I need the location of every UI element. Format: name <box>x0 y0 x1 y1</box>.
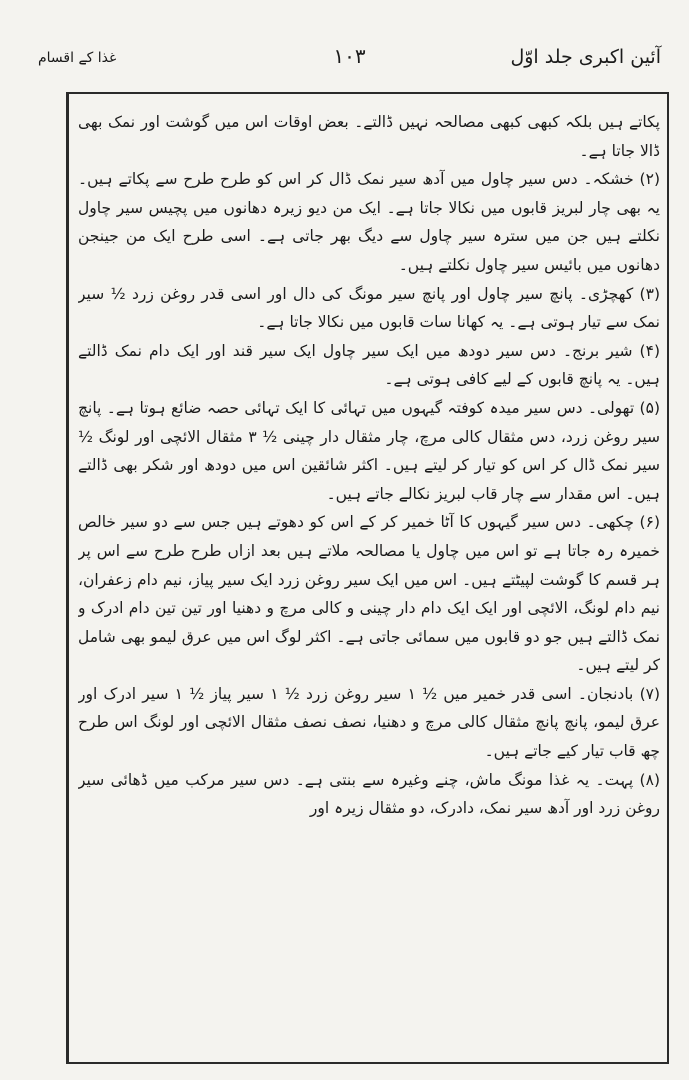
body-text <box>78 108 660 1058</box>
page-header <box>38 38 661 78</box>
paragraph-chikhi: (۶) چکھی۔ دس سیر گیہوں کا آٹا خمیر کر کے اس کو دھوتے ہیں جس سے دو سیر خالص خمیرہ رہ جاتا ہے تو اس میں چاول یا مصالحہ ملاتے ہیں بعد ازاں طرح طرح سے اس پر ہر قسم کا گوشت لپیٹتے ہیں۔ اس میں ایک سیر روغن زرد ایک سیر پیاز، نیم دام زعفران، نیم دام لونگ، الائچی اور ایک ایک دام دار چینی و کالی مرچ و دھنیا اور تین تین دام ادرک و نمک ڈالتے ہیں جو دو قابوں میں سمائی جاتی ہے۔ اکثر لوگ اس میں عرق لیمو بھی شامل کر لیتے ہیں۔ <box>78 513 660 675</box>
paragraph-badinjan: (۷) بادنجان۔ اسی قدر خمیر میں ½ ۱ سیر روغن زرد ½ ۱ سیر پیاز ½ ۱ سیر ادرک اور عرق لیمو، پانچ پانچ مثقال کالی مرچ و دھنیا، نصف نصف مثقال الائچی اور لونگ اس طرح چھ قاب تیار کیے جاتے ہیں۔ <box>78 684 660 761</box>
paragraph-intro: پکاتے ہیں بلکہ کبھی کبھی مصالحہ نہیں ڈالتے۔ بعض اوقات اس میں گوشت اور نمک بھی ڈالا جاتا ہے۔ <box>78 113 660 160</box>
paragraph-shir-birinj: (۴) شیر برنج۔ دس سیر دودھ میں ایک سیر چاول ایک سیر قند اور ایک دام نمک ڈالتے ہیں۔ یہ پانچ قابوں کے لیے کافی ہوتی ہے۔ <box>78 341 660 389</box>
paragraph-thuli: (۵) تھولی۔ دس سیر میدہ کوفتہ گیہوں میں تہائی کا ایک تہائی حصہ ضائع ہوتا ہے۔ پانچ سیر روغن زرد، دس مثقال کالی مرچ، چار مثقال دار چینی ½ ۳ مثقال الائچی اور لونگ ½ سیر نمک ڈال کر اس کو تیار کر لیتے ہیں۔ اکثر شائقین اس میں دودھ اور شکر بھی ڈالتے ہیں۔ اس مقدار سے چار قاب لبریز نکالے جاتے ہیں۔ <box>78 398 660 503</box>
paragraph-khushka: (۲) خشکہ۔ دس سیر چاول میں آدھ سیر نمک ڈال کر اس کو طرح طرح سے پکاتے ہیں۔ یہ بھی چار لبریز قابوں میں نکالا جاتا ہے۔ ایک من دیو زیرہ دھانوں میں پچیس سیر چاول نکلتے ہیں جن میں سترہ سیر چاول سے دیگ بھر جاتی ہے۔ اسی طرح ایک من جینجن دھانوں میں بائیس سیر چاول نکلتے ہیں۔ <box>78 170 660 274</box>
page-number: ۱۰۳ <box>333 44 366 68</box>
section-title: غذا کے اقسام <box>38 50 117 66</box>
paragraph-pahat: (۸) پہت۔ یہ غذا مونگ ماش، چنے وغیرہ سے بنتی ہے۔ دس سیر مرکب میں ڈھائی سیر روغن زرد اور آدھ سیر نمک، دادرک، دو مثقال زیرہ اور <box>78 770 660 818</box>
paragraph-khichri: (۳) کھچڑی۔ پانچ سیر چاول اور پانچ سیر مونگ کی دال اور اسی قدر روغن زرد ½ سیر نمک سے تیار ہوتی ہے۔ یہ کھانا سات قابوں میں نکالا جاتا ہے۔ <box>78 284 660 332</box>
book-title: آئین اکبری جلد اوّل <box>510 46 661 68</box>
